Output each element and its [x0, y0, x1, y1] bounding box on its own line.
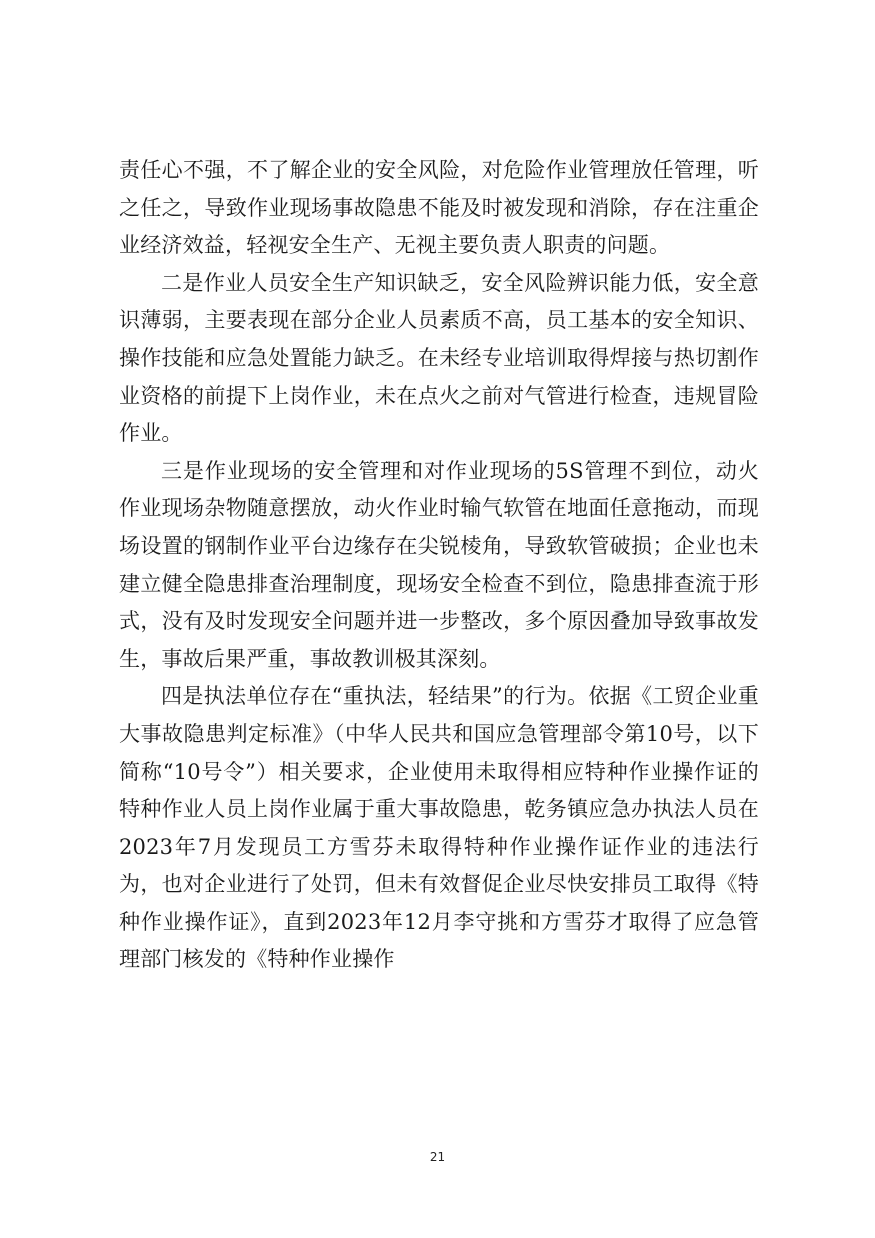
paragraph-4: 四是执法单位存在“重执法，轻结果”的行为。依据《工贸企业重大事故隐患判定标准》（中华人民共和国应急管理部令第10号，以下简称“10号令”）相关要求，企业使用未取得相应特种作业操作证的特种作业人员上岗作业属于重大事故隐患，乾务镇应急办执法人员在2023年7月发现员工方雪芬未取得特种作业操作证作业的违法行为，也对企业进行了处罚，但未有效督促企业尽快安排员工取得《特种作业操作证》，直到2023年12月李守挑和方雪芬才取得了应急管理部门核发的《特种作业操作 — [119, 684, 759, 972]
paragraph-2: 二是作业人员安全生产知识缺乏，安全风险辨识能力低，安全意识薄弱，主要表现在部分企业人员素质不高，员工基本的安全知识、操作技能和应急处置能力缺乏。在未经专业培训取得焊接与热切割作业资格的前提下上岗作业，未在点火之前对气管进行检查，违规冒险作业。 — [119, 270, 759, 446]
paragraph-1: 责任心不强，不了解企业的安全风险，对危险作业管理放任管理，听之任之，导致作业现场事故隐患不能及时被发现和消除，存在注重企业经济效益，轻视安全生产、无视主要负责人职责的问题。 — [119, 158, 759, 258]
paragraph-3: 三是作业现场的安全管理和对作业现场的5S管理不到位，动火作业现场杂物随意摆放，动火作业时输气软管在地面任意拖动，而现场设置的钢制作业平台边缘存在尖锐棱角，导致软管破损；企业也未建立健全隐患排查治理制度，现场安全检查不到位，隐患排查流于形式，没有及时发现安全问题并进一步整改，多个原因叠加导致事故发生，事故后果严重，事故教训极其深刻。 — [119, 458, 759, 671]
page-number: 21 — [429, 1150, 446, 1164]
document-body — [119, 152, 759, 979]
